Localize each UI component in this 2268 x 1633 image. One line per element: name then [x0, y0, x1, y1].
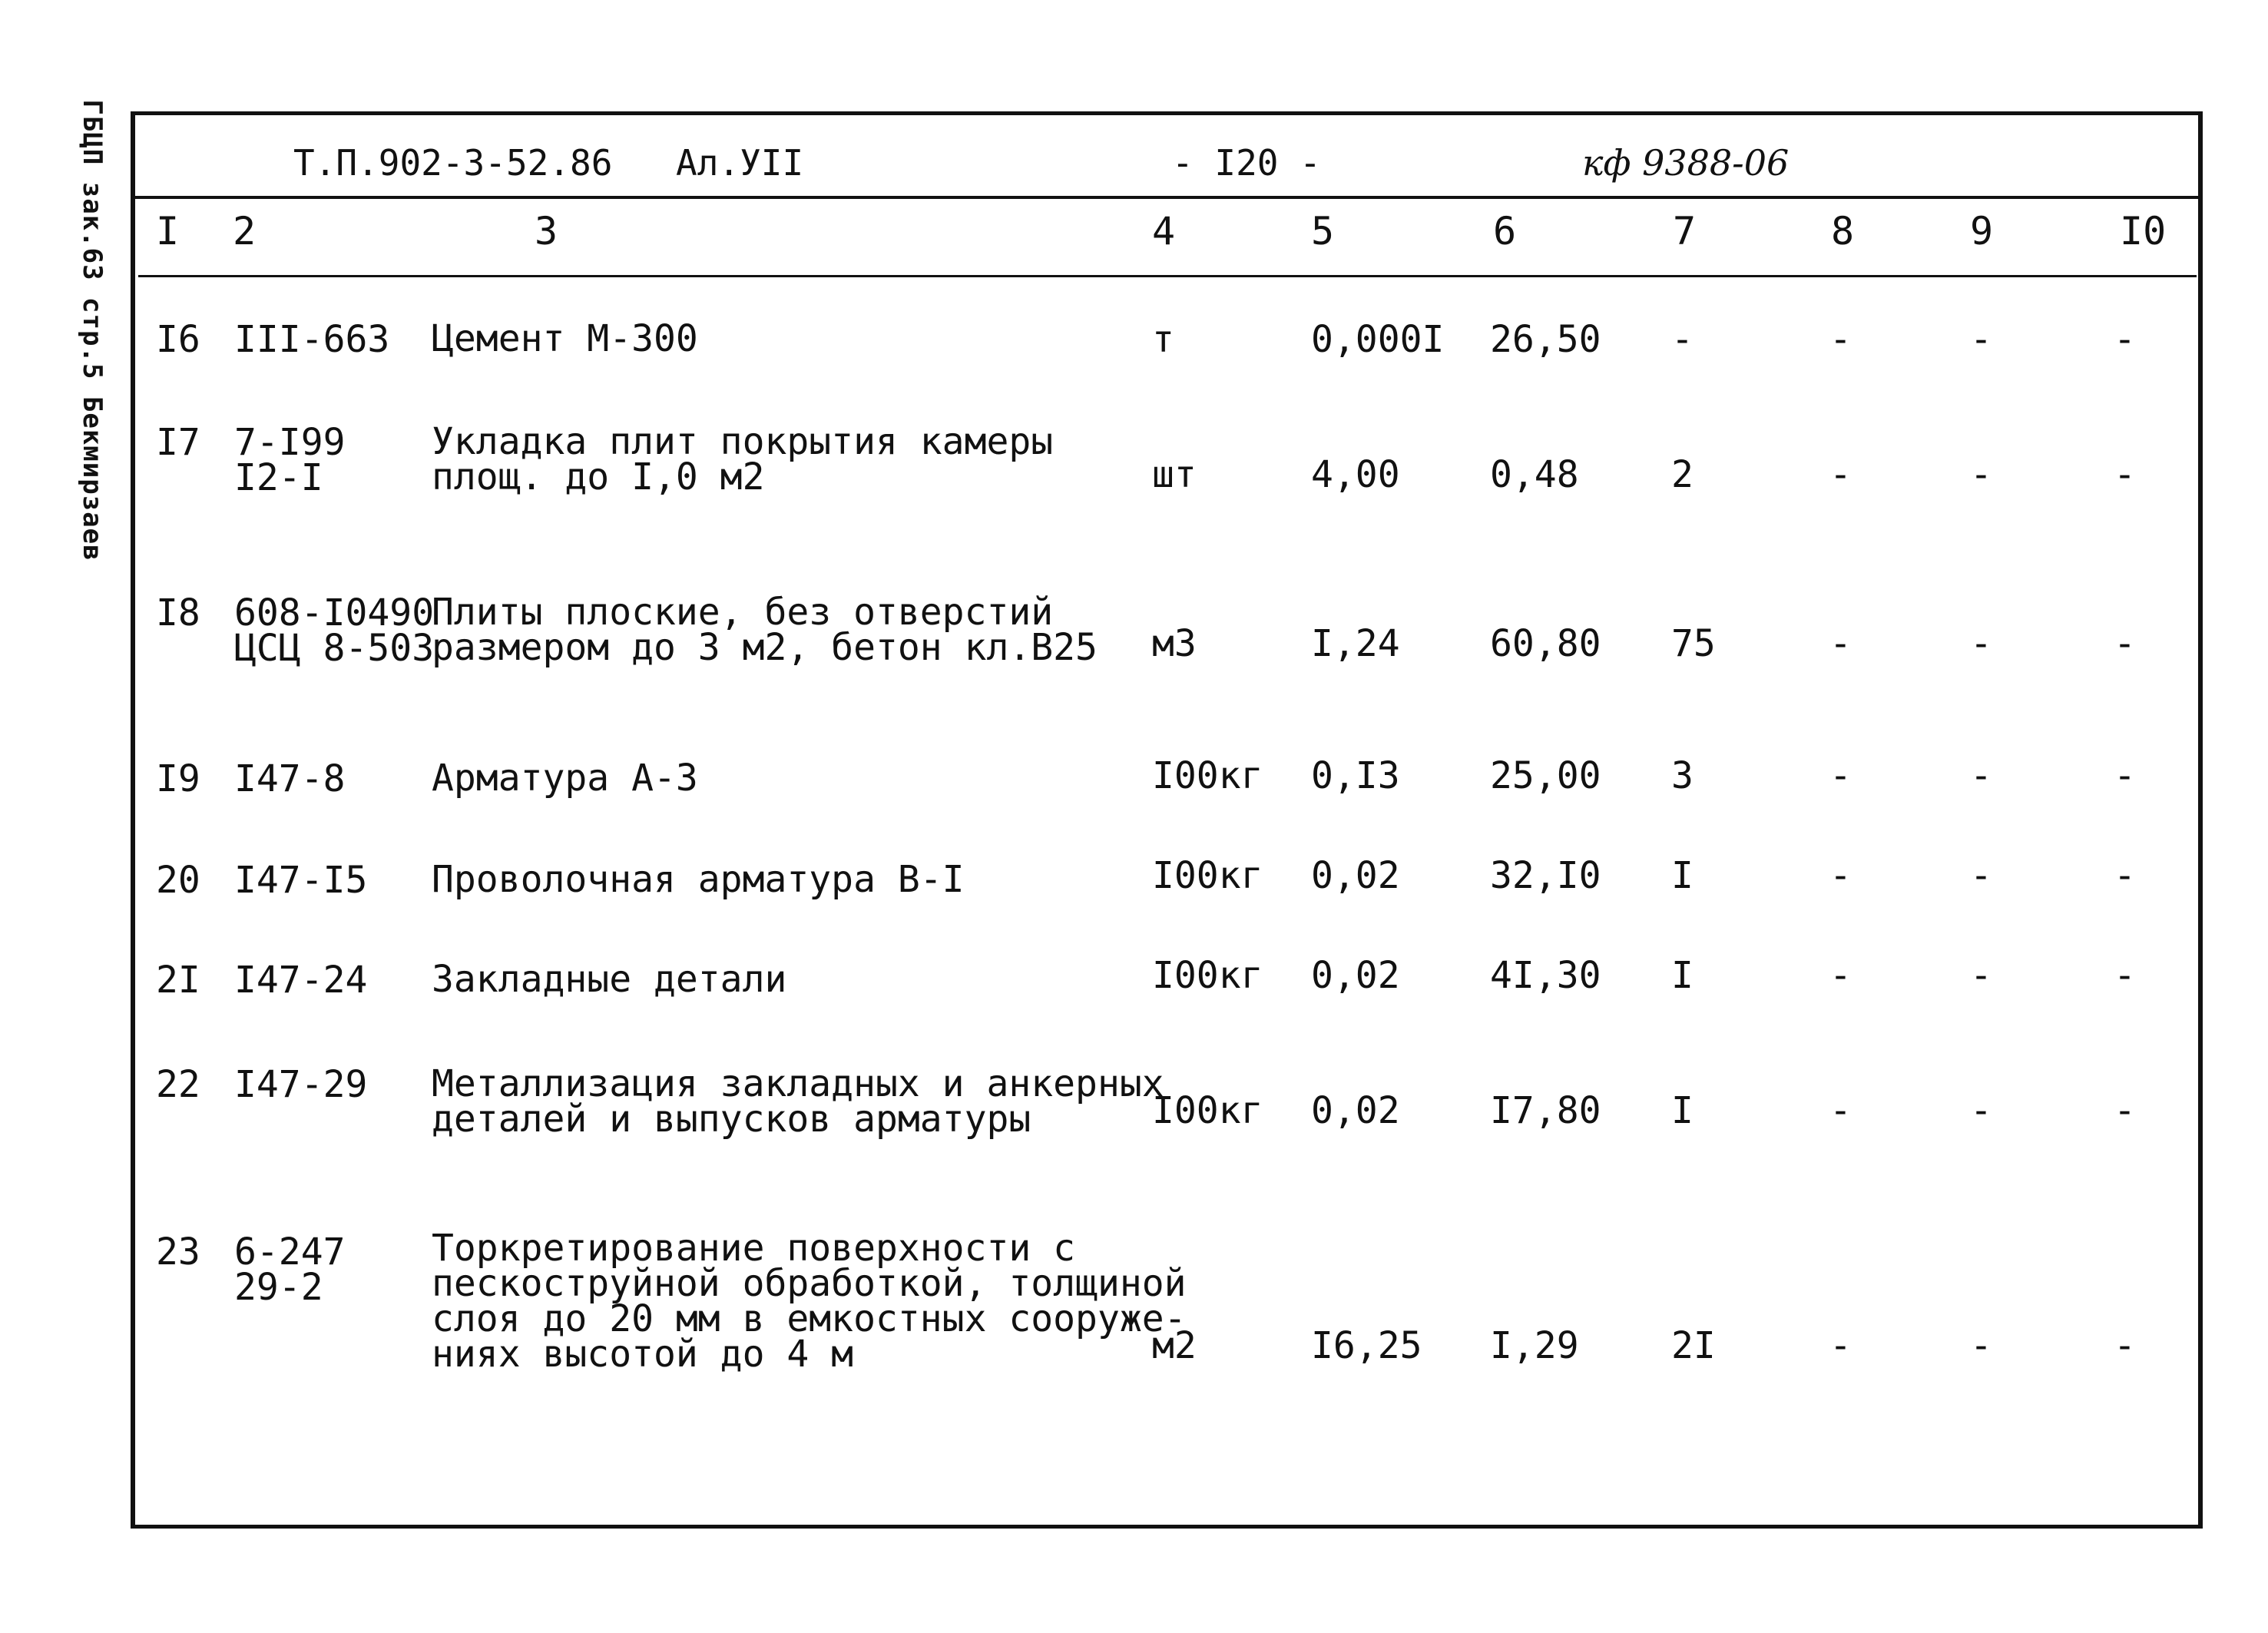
row-col9: - [1970, 854, 1992, 897]
row-number: 20 [156, 859, 200, 902]
row-quantity: I6,25 [1311, 1324, 1422, 1367]
album-number: Ал.УII [676, 142, 804, 184]
row-quantity: 0,02 [1311, 854, 1400, 897]
row-col8: - [1829, 453, 1852, 496]
col-header-3: 3 [535, 209, 558, 253]
row-unit: м2 [1152, 1324, 1197, 1367]
row-col8: - [1829, 1089, 1852, 1132]
row-col10: - [2114, 1089, 2136, 1132]
row-description: Укладка плит покрытия камеры площ. до I,0 м2 [432, 420, 1054, 499]
row-quantity: 0,02 [1311, 1089, 1400, 1132]
row-number: 22 [156, 1063, 200, 1106]
row-col9: - [1970, 1324, 1992, 1367]
title-separator [132, 196, 2201, 199]
row-col9: - [1970, 754, 1992, 797]
row-col9: - [1970, 622, 1992, 665]
row-col10: - [2114, 954, 2136, 997]
title-bar [131, 111, 2203, 197]
row-unit: м3 [1152, 622, 1197, 665]
row-col8: - [1829, 754, 1852, 797]
row-col7: I [1671, 854, 1694, 897]
row-price: 60,80 [1490, 622, 1601, 665]
row-description: Торкретирование поверхности с пескоструйной обработкой, толщиной слоя до 20 мм в емкостных сооруже- ниях высотой до 4 м [432, 1227, 1187, 1376]
row-number: I7 [156, 421, 200, 464]
row-col8: - [1829, 1324, 1852, 1367]
row-col9: - [1970, 1089, 1992, 1132]
col-header-7: 7 [1673, 209, 1697, 253]
project-number: Т.П.902-3-52.86 [293, 142, 613, 184]
col-header-8: 8 [1831, 209, 1855, 253]
row-price: 32,I0 [1490, 854, 1601, 897]
row-col7: I [1671, 1089, 1694, 1132]
row-price: I,29 [1490, 1324, 1579, 1367]
row-number: I6 [156, 318, 200, 361]
side-stamp [69, 99, 115, 561]
row-code: I47-29 [234, 1063, 368, 1106]
row-quantity: I,24 [1311, 622, 1400, 665]
row-price: 25,00 [1490, 754, 1601, 797]
row-price: 4I,30 [1490, 954, 1601, 997]
row-col10: - [2114, 854, 2136, 897]
row-col7: 2I [1671, 1324, 1716, 1367]
col-header-6: 6 [1493, 209, 1517, 253]
row-code: III-663 [234, 318, 390, 361]
row-col7: 3 [1671, 754, 1694, 797]
row-code: I47-I5 [234, 859, 368, 902]
col-header-4: 4 [1152, 209, 1176, 253]
row-col7: 2 [1671, 453, 1694, 496]
row-code: 7-I99 [234, 421, 346, 464]
row-col8: - [1829, 318, 1852, 361]
document-code: кф 9388-06 [1582, 142, 1790, 184]
row-code: 29-2 [234, 1266, 323, 1309]
row-code: I47-8 [234, 757, 346, 800]
col-header-1: I [156, 209, 180, 253]
row-col8: - [1829, 954, 1852, 997]
row-col10: - [2114, 318, 2136, 361]
row-code: ЦСЦ 8-503 [234, 627, 435, 670]
row-number: I9 [156, 757, 200, 800]
row-col8: - [1829, 622, 1852, 665]
col-header-10: I0 [2120, 209, 2167, 253]
row-col9: - [1970, 954, 1992, 997]
row-quantity: 0,02 [1311, 954, 1400, 997]
row-unit: I00кг [1152, 954, 1263, 997]
row-quantity: 4,00 [1311, 453, 1400, 496]
row-description: Цемент М-300 [432, 317, 698, 360]
row-number: 2I [156, 959, 200, 1002]
row-description: Плиты плоские, без отверстий размером до 3 м2, бетон кл.В25 [432, 591, 1098, 669]
side-stamp-text: ГБЦП зак.63 стр.5 Бекмирзаев [77, 99, 108, 561]
row-price: 26,50 [1490, 318, 1601, 361]
row-quantity: 0,000I [1311, 318, 1445, 361]
row-col7: - [1671, 318, 1694, 361]
row-code: 6-247 [234, 1231, 346, 1274]
row-col9: - [1970, 318, 1992, 361]
row-col7: I [1671, 954, 1694, 997]
row-col9: - [1970, 453, 1992, 496]
row-description: Закладные детали [432, 958, 787, 1001]
row-col7: 75 [1671, 622, 1716, 665]
row-description: Проволочная арматура В-I [432, 858, 965, 901]
col-header-5: 5 [1311, 209, 1335, 253]
row-description: Металлизация закладных и анкерных деталей и выпусков арматуры [432, 1062, 1164, 1141]
header-separator [138, 275, 2197, 277]
row-price: 0,48 [1490, 453, 1579, 496]
col-header-9: 9 [1970, 209, 1994, 253]
row-col10: - [2114, 622, 2136, 665]
row-col10: - [2114, 1324, 2136, 1367]
row-unit: I00кг [1152, 754, 1263, 797]
row-unit: шт [1152, 453, 1197, 496]
row-code: I47-24 [234, 959, 368, 1002]
row-code: I2-I [234, 456, 323, 499]
row-number: I8 [156, 591, 200, 634]
row-description: Арматура А-3 [432, 757, 698, 800]
row-unit: I00кг [1152, 854, 1263, 897]
row-code: 608-I0490 [234, 591, 435, 634]
row-unit: I00кг [1152, 1089, 1263, 1132]
row-col10: - [2114, 754, 2136, 797]
col-header-2: 2 [233, 209, 257, 253]
row-unit: т [1152, 318, 1174, 361]
row-number: 23 [156, 1231, 200, 1274]
page-number: - I20 - [1172, 142, 1321, 184]
row-col10: - [2114, 453, 2136, 496]
row-price: I7,80 [1490, 1089, 1601, 1132]
row-quantity: 0,I3 [1311, 754, 1400, 797]
row-col8: - [1829, 854, 1852, 897]
